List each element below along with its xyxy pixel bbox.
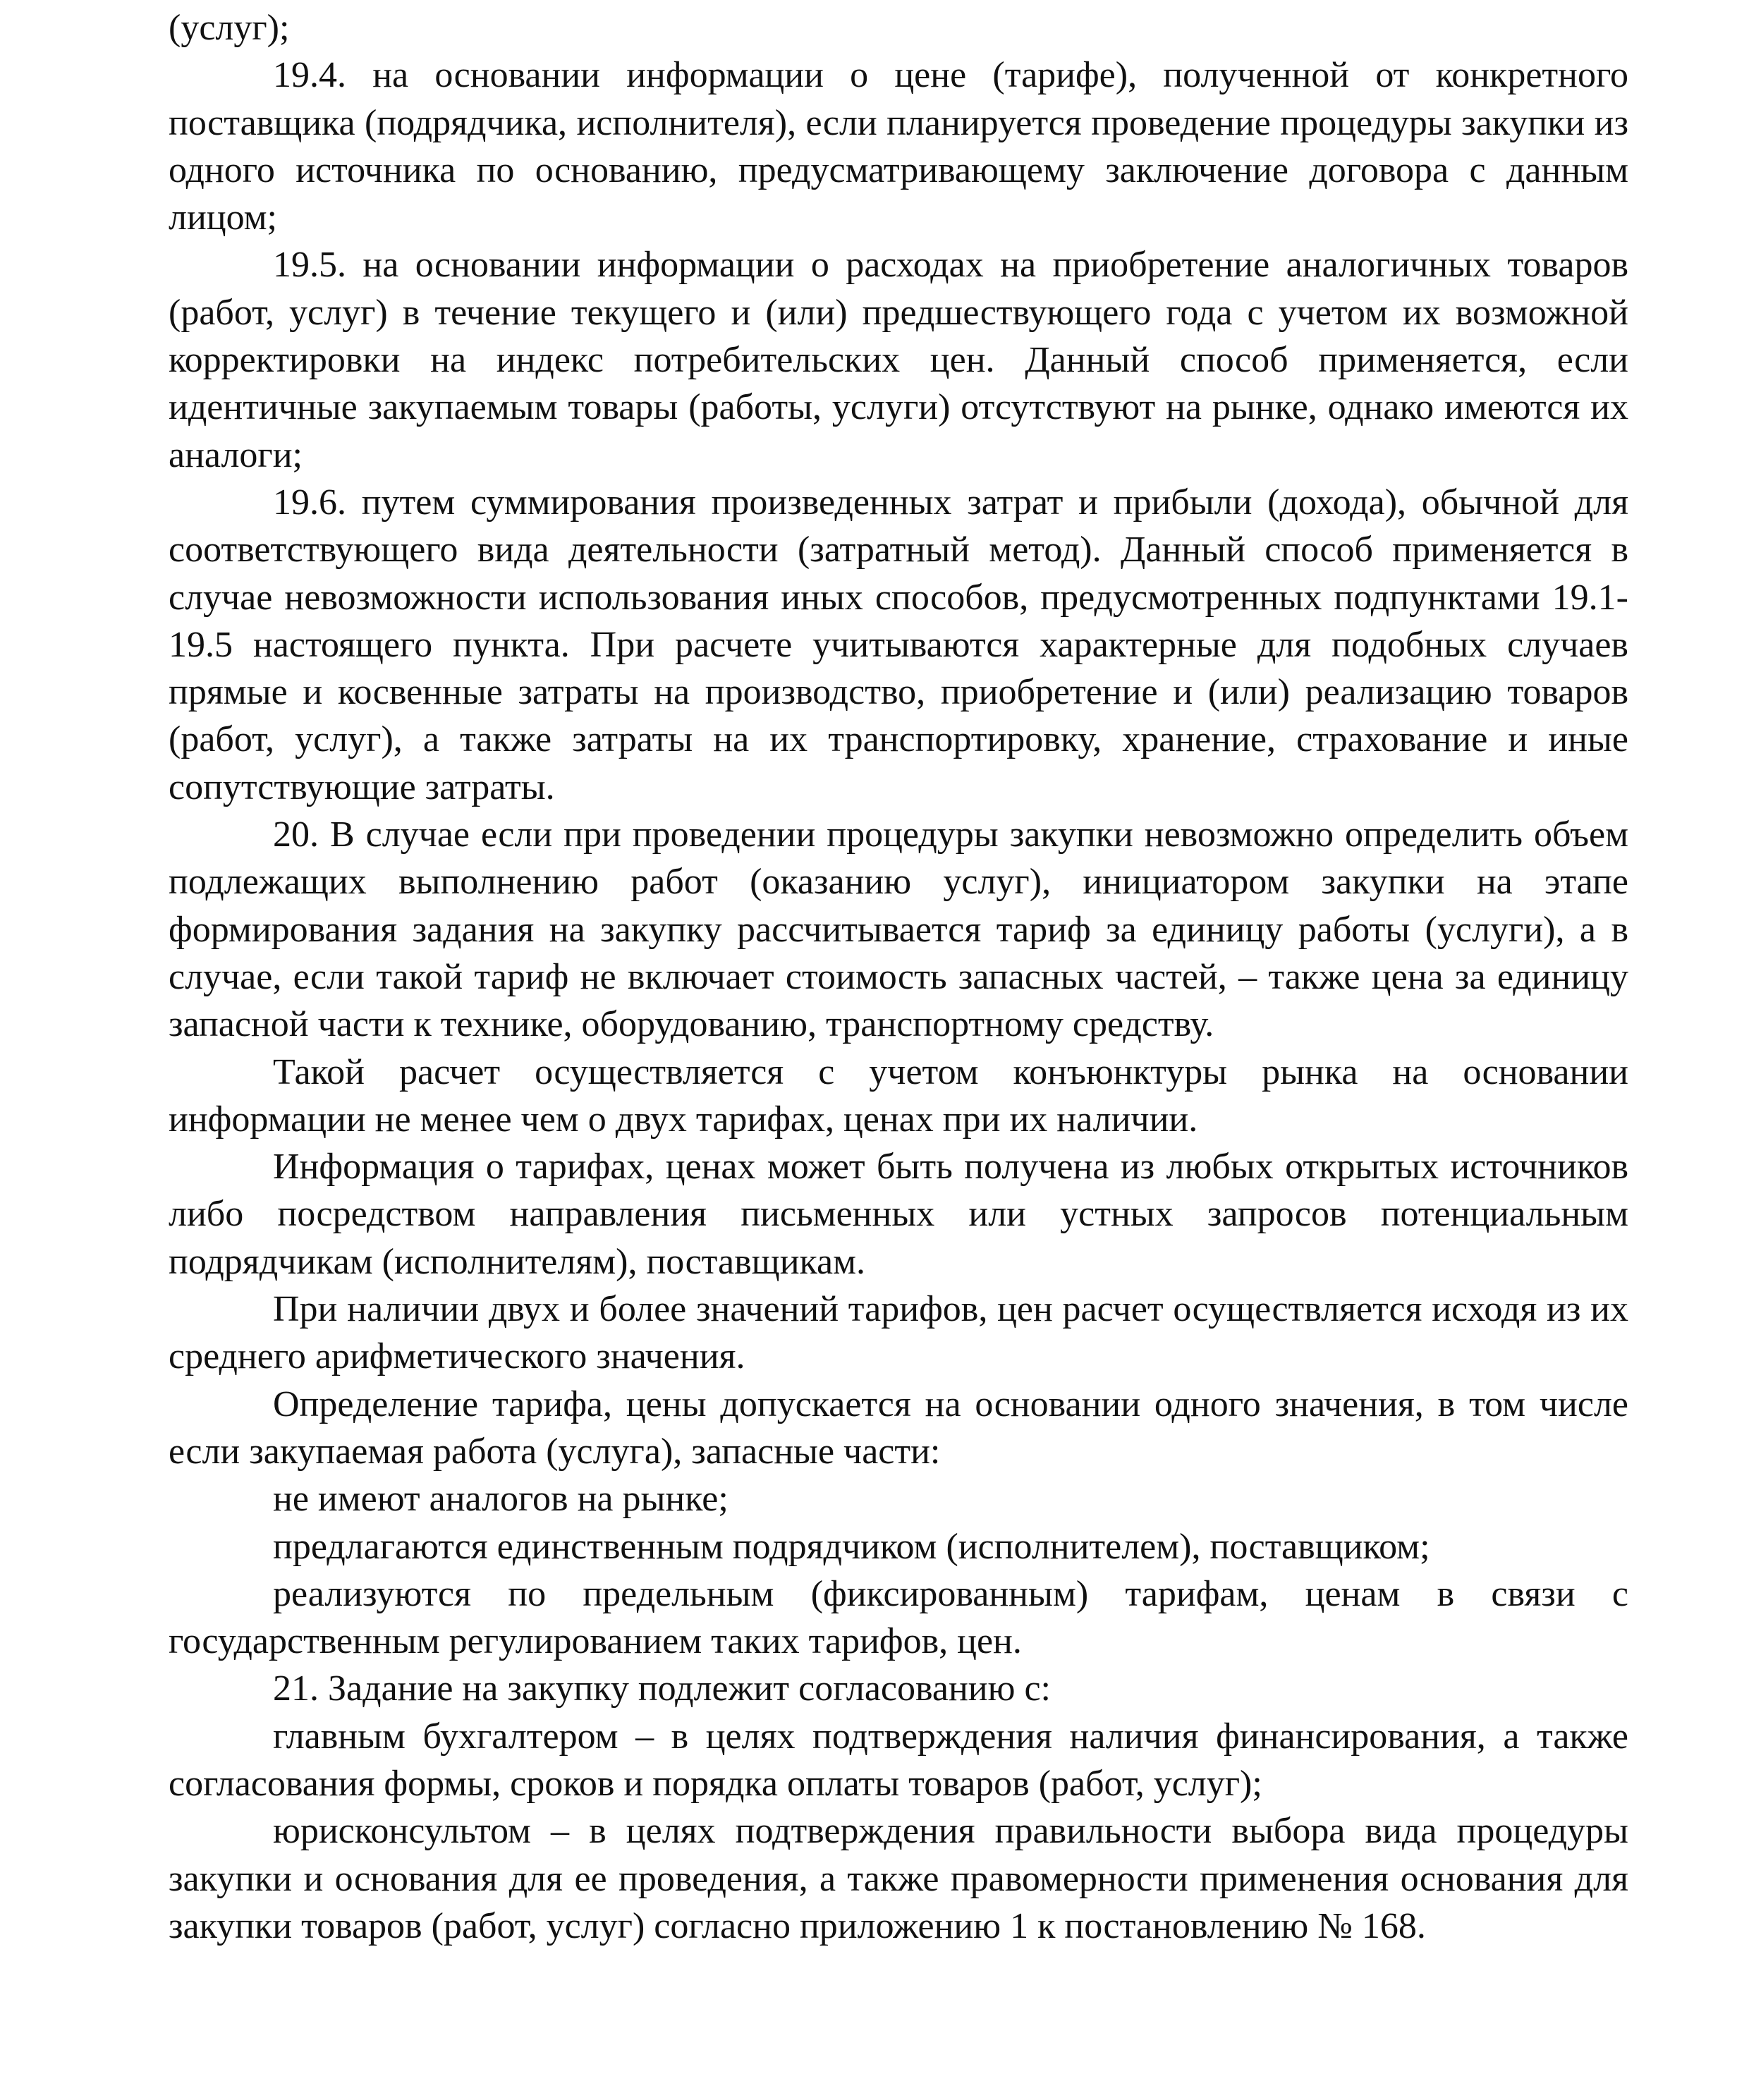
paragraph-19-5: 19.5. на основании информации о расходах на приобретение аналогичных товаров (работ, услуг) в течение текущего и (или) предшествующего года с учетом их возможной корректировки на индекс потребительских цен. Данный способ применяется, если идентичные закупаемым товары (работы, услуги) отсутствуют на рынке, однако имеются их аналоги; [169,245,1628,475]
list-item-regulated-prices: реализуются по предельным (фиксированным) тарифам, ценам в связи с государственным регулированием таких тарифов, цен. [169,1573,1628,1662]
paragraph-21: 21. Задание на закупку подлежит согласованию с: [273,1668,1051,1709]
paragraph-20-calculation: Такой расчет осуществляется с учетом конъюнктуры рынка на основании информации не менее чем о двух тарифах, ценах при их наличии. [169,1051,1628,1140]
paragraph-19-4: 19.4. на основании информации о цене (тарифе), полученной от конкретного поставщика (подрядчика, исполнителя), если планируется проведение процедуры закупки из одного источника по основанию, предусматривающему заключение договора с данным лицом; [169,55,1628,238]
list-item-legal-counsel: юрисконсультом – в целях подтверждения правильности выбора вида процедуры закупки и основания для ее проведения, а также правомерности применения основания для закупки товаров (работ, услуг) согласно приложению 1 к постановлению № 168. [169,1811,1628,1946]
paragraph-20-sources: Информация о тарифах, ценах может быть получена из любых открытых источников либо посредством направления письменных или устных запросов потенциальным подрядчикам (исполнителям), поставщикам. [169,1147,1628,1282]
document-page [169,4,1628,1950]
paragraph-continuation: (услуг); [169,8,290,48]
paragraph-20-average: При наличии двух и более значений тарифов, цен расчет осуществляется исходя из их среднего арифметического значения. [169,1289,1628,1377]
list-item-single-supplier: предлагаются единственным подрядчиком (исполнителем), поставщиком; [273,1526,1430,1567]
list-item-chief-accountant: главным бухгалтером – в целях подтверждения наличия финансирования, а также согласования формы, сроков и порядка оплаты товаров (работ, услуг); [169,1716,1628,1804]
paragraph-20: 20. В случае если при проведении процедуры закупки невозможно определить объем подлежащих выполнению работ (оказанию услуг), инициатором закупки на этапе формирования задания на закупку рассчитывается тариф за единицу работы (услуги), а в случае, если такой тариф не включает стоимость запасных частей, – также цена за единицу запасной части к технике, оборудованию, транспортному средству. [169,814,1628,1045]
list-item-no-analogs: не имеют аналогов на рынке; [273,1479,729,1520]
paragraph-19-6: 19.6. путем суммирования произведенных затрат и прибыли (дохода), обычной для соответствующего вида деятельности (затратный метод). Данный способ применяется в случае невозможности использования иных способов, предусмотренных подпунктами 19.1-19.5 настоящего пункта. При расчете учитываются характерные для подобных случаев прямые и косвенные затраты на производство, приобретение и (или) реализацию товаров (работ, услуг), а также затраты на их транспортировку, хранение, страхование и иные сопутствующие затраты. [169,482,1628,807]
paragraph-20-single-value: Определение тарифа, цены допускается на основании одного значения, в том числе если закупаемая работа (услуга), запасные части: [169,1384,1628,1472]
